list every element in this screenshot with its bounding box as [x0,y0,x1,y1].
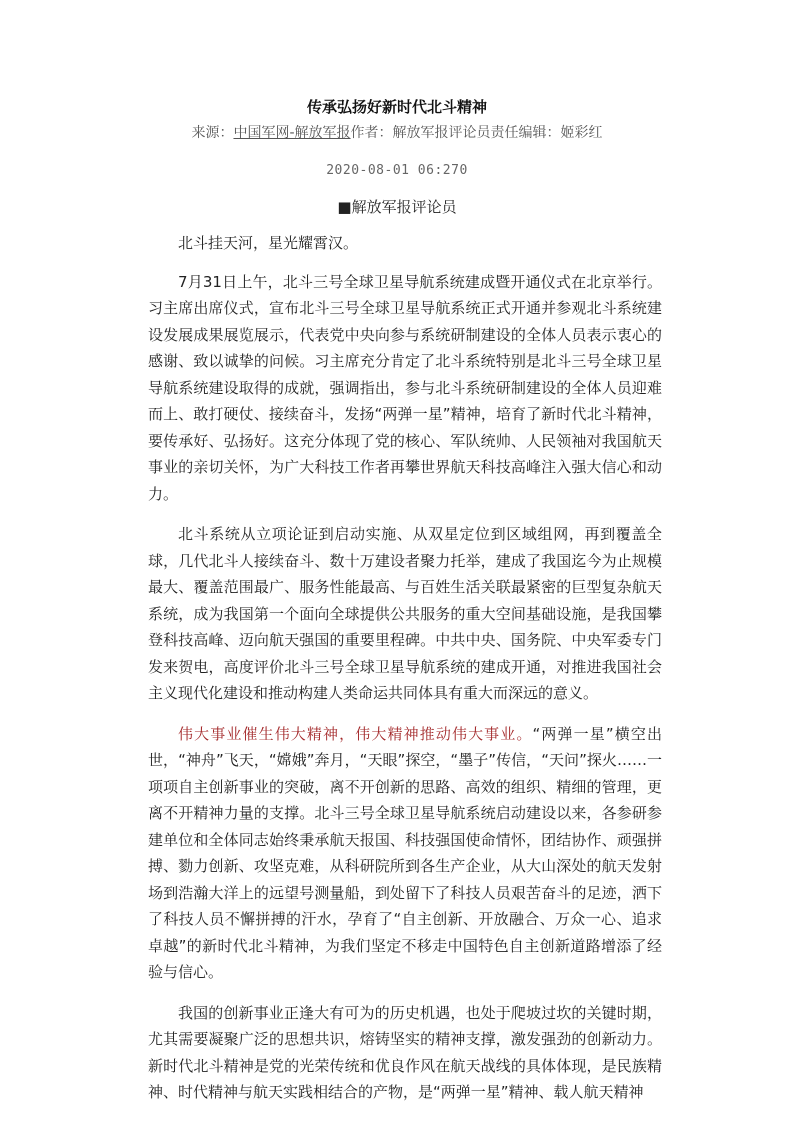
paragraph: 北斗系统从立项论证到启动实施、从双星定位到区域组网，再到覆盖全球，几代北斗人接续奋斗、数十万建设者聚力托举，建成了我国迄今为止规模最大、覆盖范围最广、服务性能最高、与百姓生活关联最紧密的巨型复杂航天系统，成为我国第一个面向全球提供公共服务的重大空间基础设施，是我国攀登科技高峰、迈向航天强国的重要里程碑。中共中央、国务院、中央军委专门发来贺电，高度评价北斗三号全球卫星导航系统的建成开通，对推进我国社会主义现代化建设和推动构建人类命运共同体具有重大而深远的意义。 [148,525,662,702]
article-title: 传承弘扬好新时代北斗精神 [306,98,487,116]
paragraph-text: “两弹一星”横空出世，“神舟”飞天，“嫦娥”奔月，“天眼”探空，“墨子”传信，“天问”探火……一项项自主创新事业的突破，离不开创新的思路、高效的组织、精细的管理，更离不开精神力量的支撑。北斗三号全球卫星导航系统启动建设以来，各参研参建单位和全体同志始终秉承航天报国、科技强国使命情怀，团结协作、顽强拼搏、勠力创新、攻坚克难，从科研院所到各生产企业，从大山深处的航天发射场到浩瀚大洋上的远望号测量船，到处留下了科技人员艰苦奋斗的足迹，洒下了科技人员不懈拼搏的汗水，孕育了“自主创新、开放融合、万众一心、追求卓越”的新时代北斗精神，为我们坚定不移走中国特色自主创新道路增添了经验与信心。 [148,724,662,981]
paragraph [148,721,662,986]
highlighted-sentence: 伟大事业催生伟大精神，伟大精神推动伟大事业。 [178,724,533,743]
article-source-line [0,122,794,144]
paragraph: 7月31日上午，北斗三号全球卫星导航系统建成暨开通仪式在北京举行。习主席出席仪式，宣布北斗三号全球卫星导航系统正式开通并参观北斗系统建设发展成果展览展示，代表党中央向参与系统研制建设的全体人员表示衷心的感谢、致以诚挚的问候。习主席充分肯定了北斗系统特别是北斗三号全球卫星导航系统建设取得的成就，强调指出，参与北斗系统研制建设的全体人员迎难而上、敢打硬仗、接续奋斗，发扬“两弹一星”精神，培育了新时代北斗精神，要传承好、弘扬好。这充分体现了党的核心、军队统帅、人民领袖对我国航天事业的亲切关怀，为广大科技工作者再攀世界航天科技高峰注入强大信心和动力。 [148,272,662,503]
publish-date: 2020-08-01 06:270 [326,163,468,178]
paragraph: 北斗挂天河，星光耀霄汉。 [178,234,359,252]
article-body [148,230,662,1120]
source-link[interactable]: 中国军网-解放军报 [233,125,351,141]
article-byline: ■解放军报评论员 [337,198,457,216]
source-prefix: 来源： [191,125,234,141]
paragraph: 我国的创新事业正逢大有可为的历史机遇，也处于爬坡过坎的关键时期，尤其需要凝聚广泛的思想共识，熔铸坚实的精神支撑，激发强劲的创新动力。新时代北斗精神是党的光荣传统和优良作风在航天战线的具体体现，是民族精神、时代精神与航天实践相结合的产物，是“两弹一星”精神、载人航天精神 [148,1003,662,1101]
source-suffix: 作者：解放军报评论员责任编辑：姬彩红 [350,125,603,141]
